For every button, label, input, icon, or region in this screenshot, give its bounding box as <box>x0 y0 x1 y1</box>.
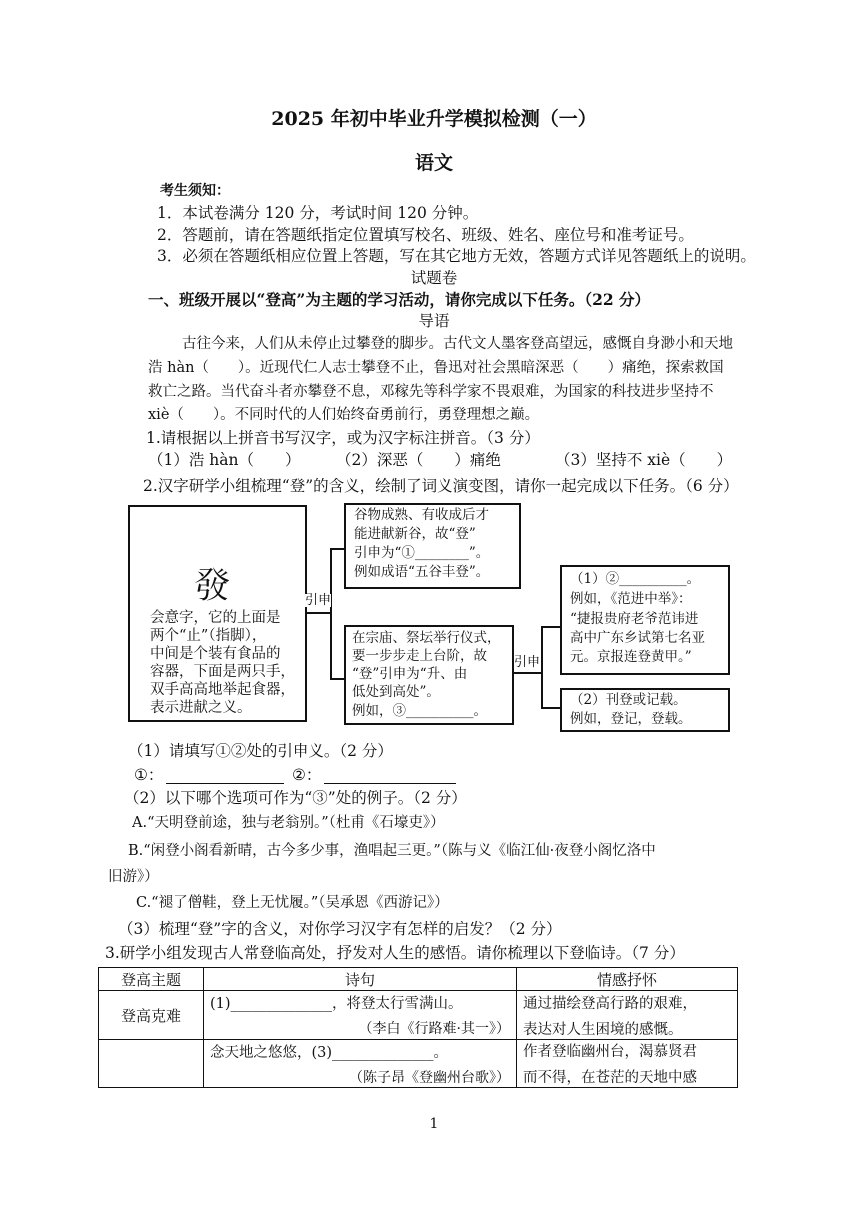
deng-glyph-icon: 𤼲 <box>194 566 231 607</box>
connector-line <box>541 626 543 708</box>
box-ascend <box>344 625 514 725</box>
connector-line <box>330 548 332 679</box>
connector-line <box>307 612 330 614</box>
table-header: 登高主题 <box>99 968 204 991</box>
harvest-line: 例如成语“五谷丰登”。 <box>354 564 490 580</box>
origin-line: 双手高高地举起食器， <box>150 682 295 698</box>
harvest-line: 谷物成熟、有收成后才 <box>354 507 489 523</box>
guide-line: 古往今来，人们从未停止过攀登的脚步。古代文人墨客登高望远，感慨自身渺小和天地 <box>182 336 733 352</box>
q1-option: （1）浩 hàn（ ） <box>148 451 301 469</box>
origin-line: 中间是个装有食品的 <box>150 646 281 662</box>
connector-line <box>330 548 344 550</box>
row-feeling-cell <box>517 1040 738 1088</box>
ascend-line: “登”引申为“升、由 <box>352 666 468 682</box>
origin-box <box>128 505 307 722</box>
arrow-label: 引申 <box>514 655 541 670</box>
box-promotion <box>560 565 730 675</box>
section-heading: 一、班级开展以“登高”为主题的学习活动，请你完成以下任务。（22 分） <box>148 290 651 309</box>
publish-line: （2）刊登或记载。 <box>570 692 687 708</box>
option-b-cont: 旧游》） <box>108 869 159 885</box>
ascend-line: 例如，③__________。 <box>352 703 487 719</box>
row-verse: (1)______________，将登太行雪满山。 <box>210 996 463 1012</box>
row-feeling: 而不得，在苍茫的天地中感 <box>523 1070 697 1086</box>
guide-line: 救亡之路。当代奋斗者亦攀登不息，邓稼先等科学家不畏艰难，为国家的科技进步坚持不 <box>148 384 714 400</box>
connector-line <box>514 672 542 674</box>
row-theme: 登高克难 <box>99 991 204 1040</box>
row-verse-cell <box>204 991 517 1040</box>
table-row <box>99 1040 738 1088</box>
row-source: （李白《行路难·其一》） <box>358 1021 510 1037</box>
row-feeling: 通过描绘登高行路的艰难， <box>523 995 697 1012</box>
table-row <box>99 991 738 1040</box>
q2-sub3: （3）梳理“登”字的含义，对你学习汉字有怎样的启发？（2 分） <box>118 920 562 938</box>
option-b: B.“闲登小阁看新晴，古今多少事，渔唱起三更。”（陈与义《临江仙·夜登小阁忆洛中 <box>128 843 656 859</box>
arrow-label: 引申 <box>305 593 332 608</box>
exam-title: 2025 年初中毕业升学模拟检测（一） <box>271 108 597 130</box>
table-header: 情感抒怀 <box>517 968 738 991</box>
poem-table <box>98 967 738 1088</box>
subject-title: 语文 <box>414 152 453 174</box>
q1-stem: 1.请根据以上拼音书写汉字，或为汉字标注拼音。（3 分） <box>146 429 540 447</box>
q2-sub1: （1）请填写①②处的引申义。（2 分） <box>128 742 393 760</box>
notice-heading: 考生须知： <box>160 183 230 199</box>
blank-1-label: ①： <box>134 766 164 784</box>
q3-stem: 3.研学小组发现古人常登临高处，抒发对人生的感悟。请你梳理以下登临诗。（7 分） <box>105 944 685 962</box>
row-source: （陈子昂《登幽州台歌》） <box>349 1069 510 1086</box>
blank-1-field[interactable] <box>166 783 284 784</box>
publish-line: 例如，登记，登载。 <box>570 711 692 727</box>
origin-line: 容器，下面是两只手， <box>150 664 295 680</box>
row-theme <box>99 1040 204 1088</box>
paper-label: 试题卷 <box>410 269 458 287</box>
row-verse: 念天地之悠悠，(3)______________。 <box>210 1044 449 1061</box>
blank-2-field[interactable] <box>324 783 456 784</box>
ascend-line: 要一步步走上台阶，故 <box>352 648 487 664</box>
notice-item: 3．必须在答题纸相应位置上答题，写在其它地方无效，答题方式详见答题纸上的说明。 <box>157 247 756 265</box>
harvest-line: 能进献新谷，故“登” <box>354 526 476 542</box>
guide-title: 导语 <box>418 312 450 330</box>
connector-line <box>541 707 560 709</box>
origin-line: 表示进献之义。 <box>150 700 252 716</box>
promotion-line: 高中广东乡试第七名亚 <box>570 630 705 646</box>
q2-sub2: （2）以下哪个选项可作为“③”处的例子。（2 分） <box>124 789 467 807</box>
row-feeling: 表达对人生困境的感慨。 <box>523 1021 683 1038</box>
box-publish <box>560 688 730 732</box>
row-verse-cell <box>204 1040 517 1088</box>
connector-line <box>541 626 560 628</box>
promotion-line: 例如，《范进中举》： <box>570 591 692 607</box>
ascend-line: 低处到高处”。 <box>352 684 440 700</box>
origin-line: 会意字，它的上面是 <box>150 610 281 626</box>
table-header: 诗句 <box>204 968 517 991</box>
q1-option: （2）深恶（ ）痛绝 <box>336 451 501 469</box>
row-feeling: 作者登临幽州台，渴慕贤君 <box>523 1044 697 1060</box>
connector-line <box>330 678 344 680</box>
q1-option: （3）坚持不 xiè（ ） <box>555 451 733 469</box>
page-number: 1 <box>429 1116 439 1132</box>
row-feeling-cell <box>517 991 738 1040</box>
q2-stem: 2.汉字研学小组梳理“登”的含义，绘制了词义演变图，请你一起完成以下任务。（6 分） <box>143 477 739 495</box>
promotion-line: “捷报贵府老爷范讳进 <box>570 611 699 627</box>
guide-line: xiè（ ）。不同时代的人们始终奋勇前行，勇登理想之巅。 <box>148 407 540 423</box>
blank-2-label: ②： <box>292 766 322 784</box>
promotion-line: 元。京报连登黄甲。” <box>570 649 692 665</box>
box-harvest <box>344 503 521 589</box>
notice-item: 2．答题前，请在答题纸指定位置填写校名、班级、姓名、座位号和准考证号。 <box>157 226 694 244</box>
guide-line: 浩 hàn（ ）。近现代仁人志士攀登不止，鲁迅对社会黑暗深恶（ ）痛绝，探索救国 <box>148 360 724 376</box>
option-c: C.“褪了僧鞋，登上无忧履。”（吴承恩《西游记》） <box>136 895 449 911</box>
notice-item: 1．本试卷满分 120 分，考试时间 120 分钟。 <box>157 204 479 222</box>
harvest-line: 引申为“①________”。 <box>354 545 490 561</box>
promotion-line: （1）②__________。 <box>570 571 701 587</box>
origin-line: 两个“止”（指脚）， <box>150 628 267 644</box>
ascend-line: 在宗庙、祭坛举行仪式， <box>352 630 501 646</box>
option-a: A.“天明登前途，独与老翁别。”（杜甫《石壕吏》） <box>132 815 445 831</box>
